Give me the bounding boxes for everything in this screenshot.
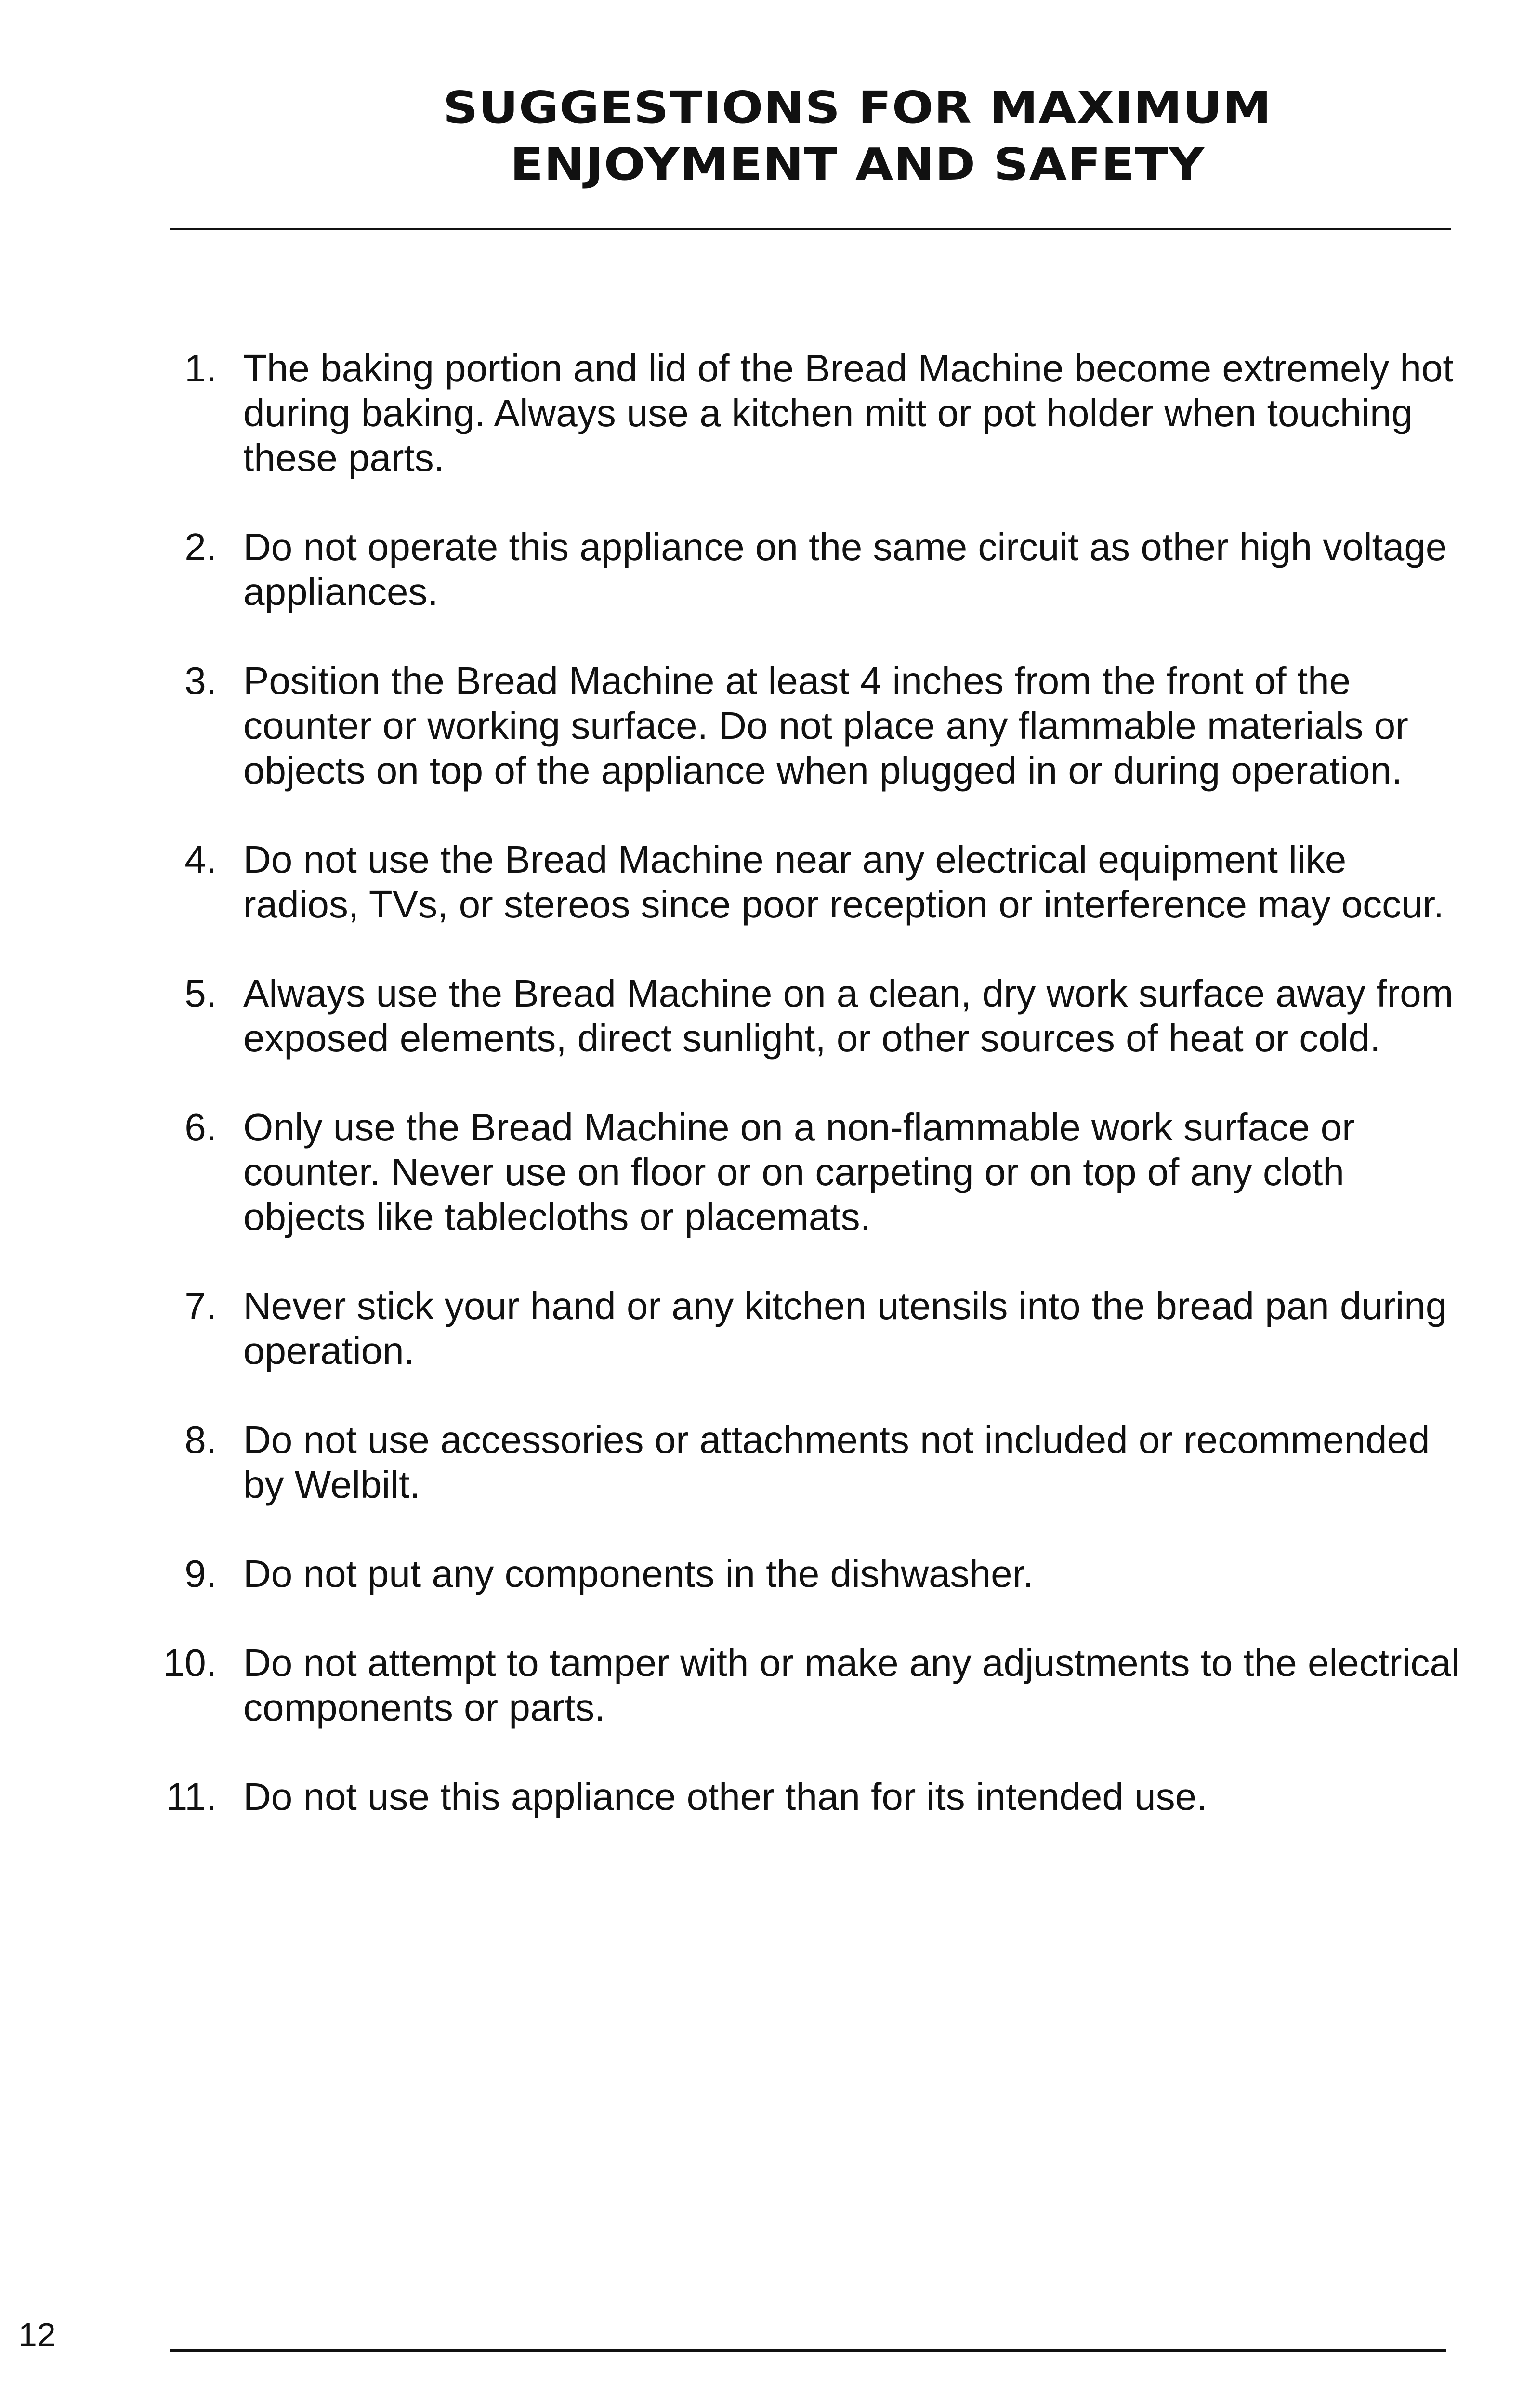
page-title — [94, 79, 1523, 193]
item-number: 3. — [184, 659, 217, 702]
list-item — [0, 346, 1523, 480]
list-item — [0, 1774, 1523, 1819]
item-number: 10. — [163, 1641, 217, 1684]
list-item — [0, 1640, 1523, 1730]
item-text: Do not put any components in the dishwasher. — [243, 1552, 1034, 1595]
list-item — [0, 1551, 1523, 1596]
list-item — [0, 837, 1523, 927]
list-item — [0, 971, 1523, 1060]
item-text: Only use the Bread Machine on a non-flammable work surface or counter. Never use on floor or on carpeting or on top of any cloth objects like tablecloths or placemats. — [243, 1106, 1355, 1238]
list-item — [0, 1283, 1523, 1373]
item-number: 7. — [184, 1284, 217, 1327]
header-divider — [170, 228, 1451, 230]
item-text: Always use the Bread Machine on a clean, dry work surface away from exposed elements, direct sunlight, or other sources of heat or cold. — [243, 972, 1454, 1060]
item-number: 4. — [184, 838, 217, 881]
item-number: 5. — [184, 972, 217, 1015]
item-text: Do not use accessories or attachments not included or recommended by Welbilt. — [243, 1418, 1430, 1506]
page-title-line-1: SUGGESTIONS FOR MAXIMUM — [443, 82, 1272, 133]
list-item — [0, 1105, 1523, 1239]
item-number: 6. — [184, 1106, 217, 1149]
item-text: Do not operate this appliance on the same circuit as other high voltage appliances. — [243, 525, 1447, 613]
footer-divider — [170, 2349, 1446, 2352]
item-text: Do not use this appliance other than for its intended use. — [243, 1775, 1208, 1818]
list-item — [0, 1417, 1523, 1507]
item-text: Position the Bread Machine at least 4 inches from the front of the counter or working surface. Do not place any flammable materials or objects on top of the appliance when plugged in or during operation. — [243, 659, 1408, 792]
page-number: 12 — [18, 2316, 56, 2354]
item-text: The baking portion and lid of the Bread Machine become extremely hot during baking. Always use a kitchen mitt or pot holder when touching these parts. — [243, 347, 1454, 479]
item-text: Do not use the Bread Machine near any electrical equipment like radios, TVs, or stereos since poor reception or interference may occur. — [243, 838, 1444, 926]
item-number: 9. — [184, 1552, 217, 1595]
item-number: 1. — [184, 347, 217, 390]
item-text: Do not attempt to tamper with or make any adjustments to the electrical components or parts. — [243, 1641, 1460, 1729]
page-title-line-2: ENJOYMENT AND SAFETY — [510, 139, 1205, 190]
safety-suggestions-list — [0, 346, 1523, 1863]
list-item — [0, 524, 1523, 614]
item-text: Never stick your hand or any kitchen utensils into the bread pan during operation. — [243, 1284, 1447, 1372]
item-number: 11. — [166, 1775, 217, 1818]
item-number: 2. — [184, 525, 217, 568]
list-item — [0, 658, 1523, 793]
item-number: 8. — [184, 1418, 217, 1461]
